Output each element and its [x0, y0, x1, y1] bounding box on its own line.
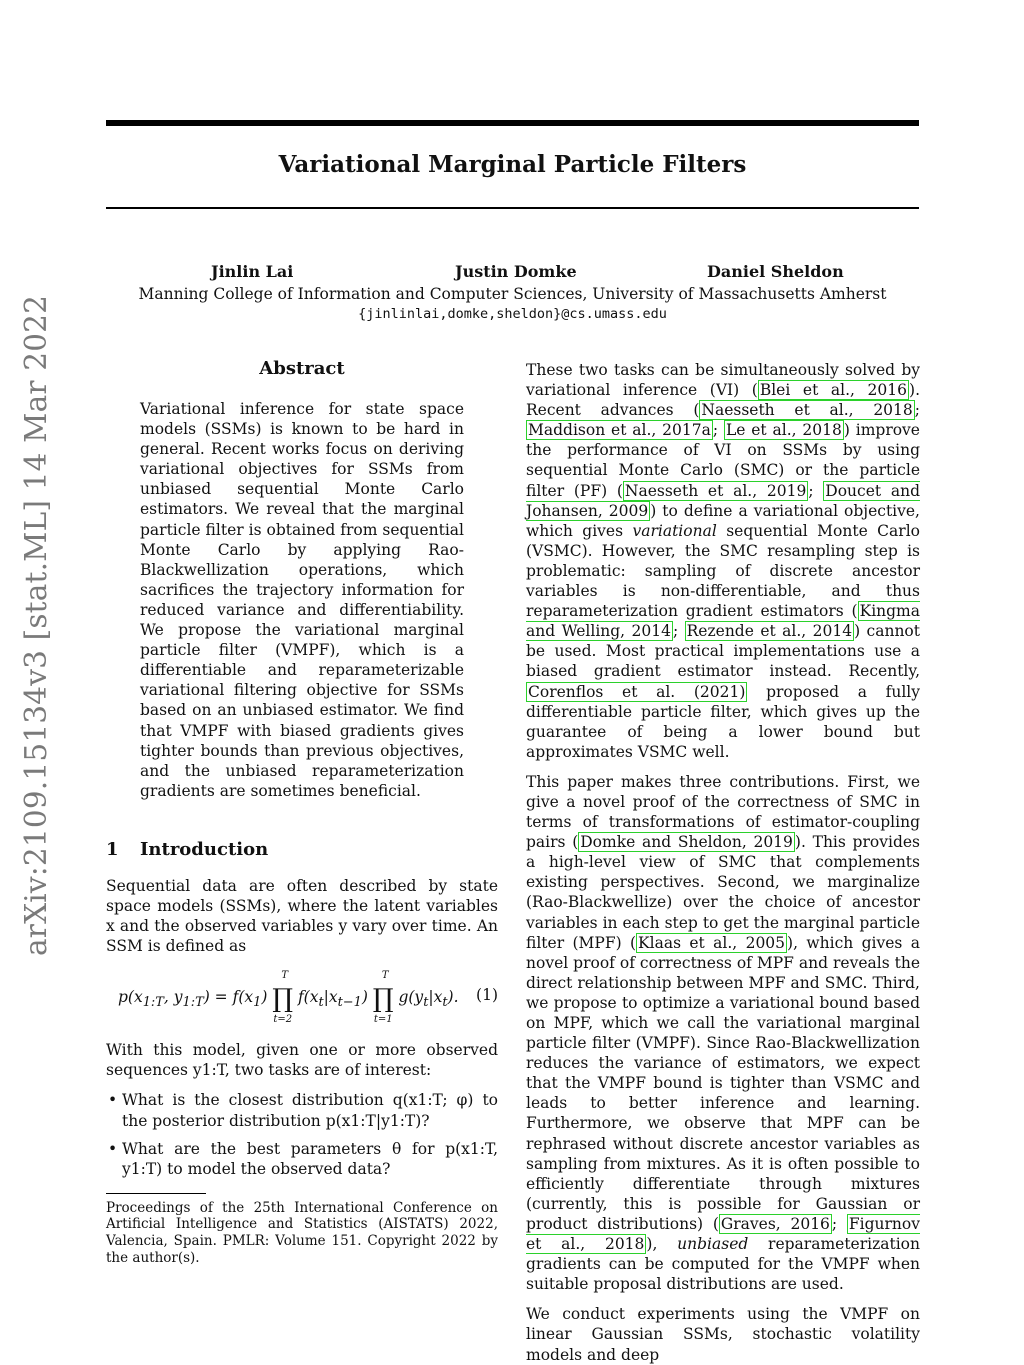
- citation-link[interactable]: Naesseth et al., 2018: [701, 401, 913, 420]
- equation-formula: $p(x_{1:T}$, $y_{1:T}) = f(x_1)$ ∏ T t=2 $f(x_t|x_{t-1})$ ∏ T t=1 $g(y_t|x_t)$.: [118, 970, 459, 1026]
- abstract-text: Variational inference for state space models (SSMs) is known to be hard in general. Recent works focus on deriving variational objectives for SSMs from unbiased sequential Monte Carlo estimators. We reveal that the marginal particle filter is obtained from sequential Monte Carlo by applying Rao-Blackwellization operations, which sacrifices the trajectory information for reduced variance and differentiability. We propose the variational marginal particle filter (VMPF), which is a differentiable and reparameterizable variational filtering objective for SSMs based on an unbiased estimator. We find that VMPF with biased gradients gives tighter bounds than previous objectives, and the unbiased reparameterization gradients are sometimes beneficial.: [140, 400, 464, 800]
- citation-link[interactable]: Naesseth et al., 2019: [624, 481, 807, 500]
- citation-link[interactable]: Figurnov et al., 2018: [526, 1214, 921, 1254]
- section-number: 1: [106, 838, 119, 860]
- paragraph-experiments: We conduct experiments using the VMPF on linear Gaussian SSMs, stochastic volatility models and deep: [526, 1305, 920, 1364]
- title-bottom-rule: [106, 207, 919, 209]
- right-column: [526, 360, 920, 1365]
- author-email: {jinlinlai,domke,sheldon}@cs.umass.edu: [358, 306, 667, 322]
- paragraph-contributions: This paper makes three contributions. First, we give a novel proof of the correctness of SMC in terms of transformations of estimator-coupling pairs ( Domke and Sheldon, 2019 ). This provides a high-level view of SMC that complements existing perspectives. Second, we marginalize (Rao-Blackwellize) over the choice of ancestor variables in each step to get the marginal particle filter (MPF) ( Klaas et al., 2005 ), which gives a novel proof of correctness of MPF and reveals the direct relationship between MPF and SMC. Third, we propose to optimize a variational bound based on MPF, which we call the variational marginal particle filter (VMPF). Since Rao-Blackwellization reduces the variance of estimators, we expect that the VMPF bound is tighter than VSMC and leads to better inference and learning. Furthermore, we observe that MPF can be rephrased without discrete ancestor variables as sampling from mixtures. As it is often possible to efficiently differentiate through mixtures (currently, this is possible for Gaussian or product distributions) ( Graves, 2016 ; Figurnov et al., 2018 ), unbiased reparameterization gradients can be computed for the VMPF when suitable proposal distributions are used.: [526, 772, 921, 1294]
- author-list: [106, 262, 919, 284]
- citation-link[interactable]: Le et al., 2018: [725, 421, 842, 440]
- citation-link[interactable]: Maddison et al., 2017a: [528, 421, 711, 440]
- section-heading-introduction: [106, 839, 498, 860]
- author-name: Jinlin Lai: [211, 262, 294, 281]
- equation-1: [106, 964, 498, 1034]
- author-name: Justin Domke: [455, 262, 577, 281]
- citation-link[interactable]: Klaas et al., 2005: [638, 933, 786, 952]
- citation-link[interactable]: Kingma and Welling, 2014: [526, 602, 920, 641]
- paper-title: Variational Marginal Particle Filters: [278, 151, 747, 178]
- equation-number: (1): [476, 986, 498, 1005]
- affiliation: Manning College of Information and Computer Sciences, University of Massachusetts Amherst: [138, 285, 887, 303]
- paragraph-motivation: These two tasks can be simultaneously solved by variational inference (VI) ( Blei et al., 2016 ). Recent advances ( Naesseth et al., 2018 ; Maddison et al., 2017a ; Le et al., 2018 ) improve the performance of VI on SSMs by using sequential Monte Carlo (SMC) or the particle filter (PF) ( Naesseth et al., 2019 ; Doucet and Johansen, 2009 ) to define a variational objective, which gives variational sequential Monte Carlo (VSMC). However, the SMC resampling step is problematic: sampling of discrete ancestor variables is non-differentiable, and thus reparameterization gradient estimators ( Kingma and Welling, 2014 ; Rezende et al., 2014 ) cannot be used. Most practical implementations use a biased gradient estimator instead. Recently, Corenflos et al. (2021) proposed a fully differentiable particle filter, which gives up the guarantee of being a lower bound but approximates VSMC well.: [526, 361, 921, 761]
- arxiv-identifier: arXiv:2109.15134v3 [stat.ML] 14 Mar 2022: [19, 294, 53, 956]
- citation-link[interactable]: Domke and Sheldon, 2019: [580, 833, 793, 852]
- footnote-rule: [106, 1193, 206, 1194]
- citation-link[interactable]: Doucet and Johansen, 2009: [526, 481, 920, 520]
- list-item: • What is the closest distribution q(x1:T; φ) to the posterior distribution p(x1:T|y1:T)?: [106, 1090, 498, 1130]
- citation-link[interactable]: Blei et al., 2016: [759, 381, 908, 400]
- citation-link[interactable]: Graves, 2016: [720, 1214, 830, 1233]
- left-column: [106, 350, 498, 1266]
- intro-paragraph-2: With this model, given one or more observed sequences y1:T, two tasks are of interest:: [106, 1041, 498, 1080]
- intro-paragraph-1: Sequential data are often described by state space models (SSMs), where the latent variables x and the observed variables y vary over time. An SSM is defined as: [106, 876, 498, 956]
- abstract-heading: Abstract: [259, 358, 345, 379]
- list-item: • What are the best parameters θ for p(x1:T, y1:T) to model the observed data?: [106, 1139, 498, 1179]
- citation-link[interactable]: Rezende et al., 2014: [686, 622, 853, 641]
- footnote: Proceedings of the 25th International Conference on Artificial Intelligence and Statistics (AISTATS) 2022, Valencia, Spain. PMLR: Volume 151. Copyright 2022 by the author(s).: [106, 1199, 498, 1266]
- author-name: Daniel Sheldon: [707, 262, 844, 281]
- task-list: [106, 1090, 498, 1178]
- citation-link[interactable]: Corenflos et al. (2021): [528, 682, 746, 701]
- section-title: Introduction: [140, 838, 269, 860]
- title-top-rule: [106, 120, 919, 126]
